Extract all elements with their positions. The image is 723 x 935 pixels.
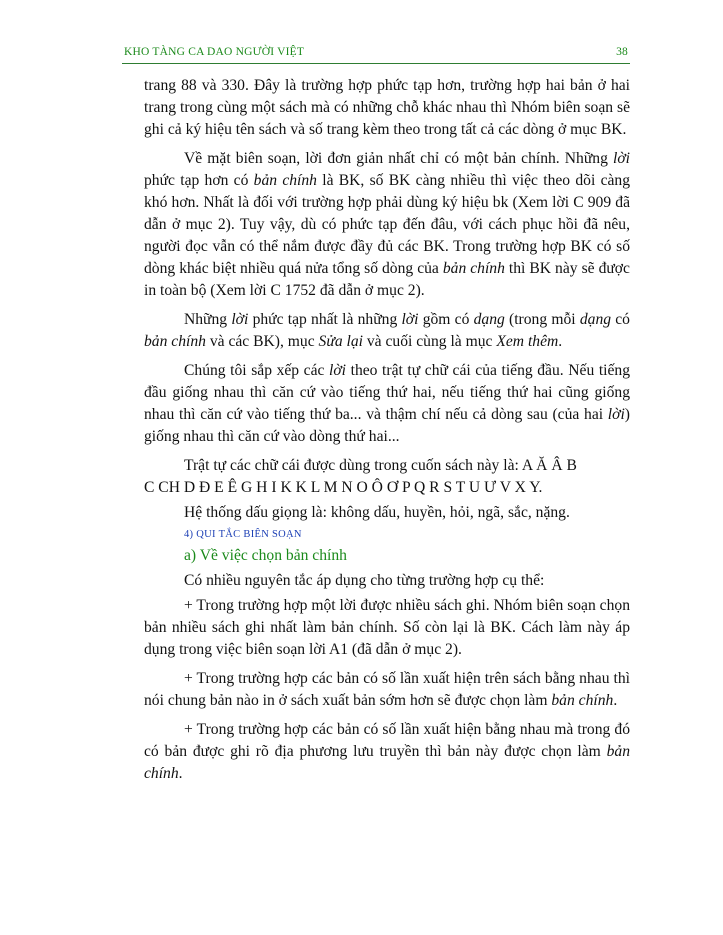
paragraph-9: + Trong trường hợp các bản có số lần xuất hiện trên sách bằng nhau thì nói chung bản nào in ở sách xuất bản sớm hơn sẽ được chọn làm bản chính. [144, 670, 630, 709]
alphabet-line-1: Trật tự các chữ cái được dùng trong cuốn sách này là: A Ă Â B [184, 457, 577, 474]
section-heading: 4) QUI TẮC BIÊN SOẠN [184, 529, 302, 540]
tone-system-paragraph: Hệ thống dấu giọng là: không dấu, huyền, hỏi, ngã, sắc, nặng. [184, 504, 570, 521]
paragraph-10: + Trong trường hợp các bản có số lần xuất hiện bằng nhau mà trong đó có bản được ghi rõ địa phương lưu truyền thì bản này được chọn làm bản chính. [144, 721, 630, 782]
paragraph-4: Chúng tôi sắp xếp các lời theo trật tự chữ cái của tiếng đầu. Nếu tiếng đầu giống nhau thì căn cứ vào tiếng thứ hai, nếu tiếng thứ hai cũng giống nhau thì căn cứ vào tiếng thứ ba... và thậm chí nếu cả dòng sau (của hai lời) giống nhau thì căn cứ vào dòng thứ hai... [144, 362, 630, 445]
alphabet-order-paragraph [144, 455, 630, 499]
page-number: 38 [616, 46, 628, 58]
paragraph-2: Về mặt biên soạn, lời đơn giản nhất chỉ có một bản chính. Những lời phức tạp hơn có bản chính là BK, số BK càng nhiều thì việc theo dõi càng khó hơn. Nhất là đối với trường hợp phải dùng ký hiệu bk (Xem lời C 909 đã dẫn ở mục 2). Tuy vậy, dù có phức tạp đến đâu, với cách phục hồi đã nêu, người đọc vẫn có thể nắm được đầy đủ các BK. Trong trường hợp BK có số dòng khác biệt nhiều quá nửa tổng số dòng của bản chính thì BK này sẽ được in toàn bộ (Xem lời C 1752 đã dẫn ở mục 2). [144, 150, 630, 299]
paragraph-1: trang 88 và 330. Đây là trường hợp phức tạp hơn, trường hợp hai bản ở hai trang trong cùng một sách mà có những chỗ khác nhau thì Nhóm biên soạn sẽ ghi cả ký hiệu tên sách và số trang kèm theo trong tất cả các dòng ở mục BK. [144, 77, 630, 138]
paragraph-8: + Trong trường hợp một lời được nhiều sách ghi. Nhóm biên soạn chọn bản nhiều sách ghi nhất làm bản chính. Số còn lại là BK. Cách làm này áp dụng trong việc biên soạn lời A1 (đã dẫn ở mục 2). [144, 597, 630, 658]
alphabet-line-2: C CH D Đ E Ê G H I K K L M N O Ô Ơ P Q R S T U Ư V X Y. [144, 479, 543, 496]
running-header [122, 45, 630, 64]
paragraph-7: Có nhiều nguyên tắc áp dụng cho từng trường hợp cụ thể: [184, 572, 545, 589]
subheading: a) Về việc chọn bản chính [184, 547, 347, 564]
book-title: KHO TÀNG CA DAO NGƯỜI VIỆT [124, 46, 305, 58]
page-body [144, 75, 630, 792]
paragraph-3: Những lời phức tạp nhất là những lời gồm có dạng (trong mỗi dạng có bản chính và các BK), mục Sửa lại và cuối cùng là mục Xem thêm. [144, 311, 630, 350]
